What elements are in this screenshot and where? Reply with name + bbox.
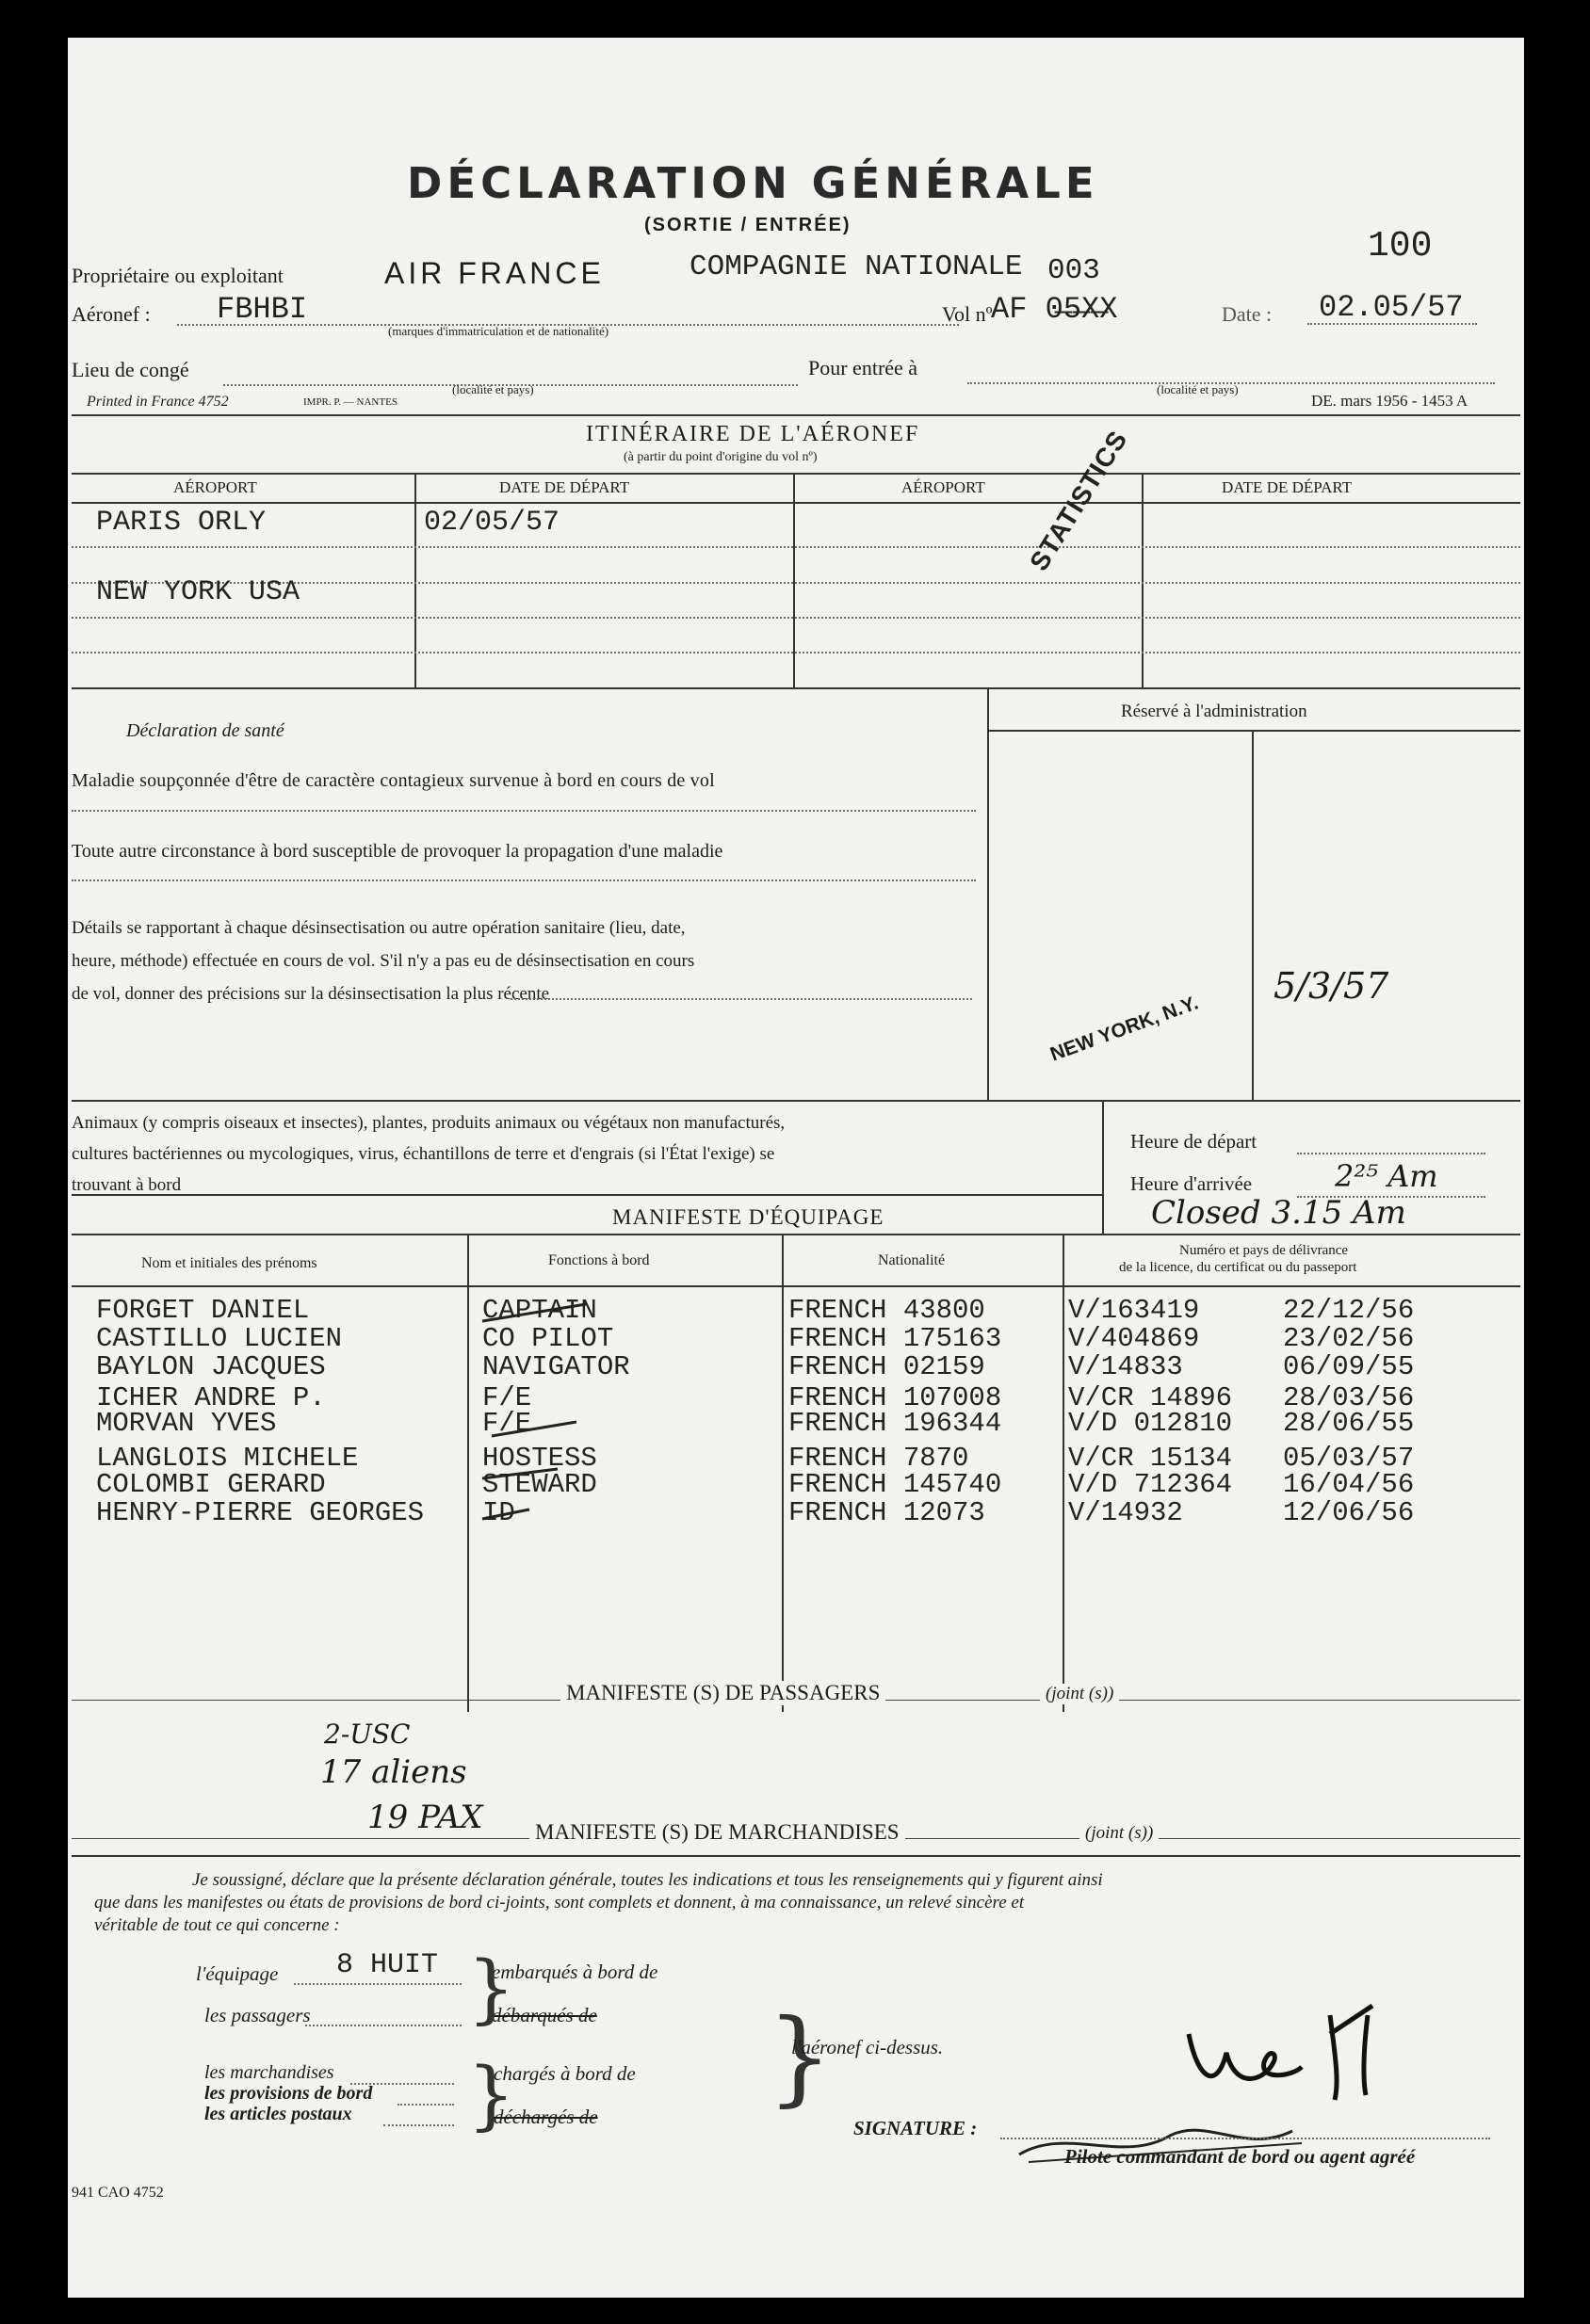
declaration-line-1: Je soussigné, déclare que la présente déclaration générale, toutes les indications et tous les renseignements qui y figurent ainsi <box>192 1870 1103 1890</box>
owner-value: AIR FRANCE <box>384 256 605 290</box>
itinerary-date-1: 02/05/57 <box>424 507 560 539</box>
crew-name: CASTILLO LUCIEN <box>96 1323 343 1354</box>
passengers-title: MANIFESTE (S) DE PASSAGERS <box>560 1681 885 1705</box>
crew-col-name: Nom et initiales des prénoms <box>141 1255 317 1271</box>
col-airport-1: AÉROPORT <box>173 478 257 496</box>
aircraft-registration: FBHBI <box>217 292 308 327</box>
crew-license-date: 22/12/56 <box>1283 1295 1415 1326</box>
brace-top: } <box>467 1945 515 2032</box>
health-line-2: Toute autre circonstance à bord susceptible de provoquer la propagation d'une maladie <box>72 841 723 862</box>
health-line-1: Maladie soupçonnée d'être de caractère contagieux survenue à bord en cours de vol <box>72 770 715 791</box>
crew-license-date: 28/06/55 <box>1283 1408 1415 1439</box>
crew-license: V/404869 <box>1068 1323 1200 1354</box>
goods-joint: (joint (s)) <box>1079 1823 1159 1844</box>
crew-col-license-2: de la licence, du certificat ou du passeport <box>1119 1260 1357 1275</box>
passengers-joint: (joint (s)) <box>1040 1684 1119 1704</box>
crew-function: CAPTAIN <box>482 1295 597 1326</box>
crew-function: ID <box>482 1497 515 1528</box>
crew-license-date: 06/09/55 <box>1283 1351 1415 1382</box>
date-value: 02.05/57 <box>1319 290 1464 325</box>
crew-license: V/D 712364 <box>1068 1469 1233 1500</box>
form-title: DÉCLARATION GÉNÉRALE <box>407 158 1099 208</box>
brace-mid: } <box>767 1996 833 2117</box>
signature-role: Pilote commandant de bord ou agent agréé <box>1064 2145 1416 2168</box>
crew-function: HOSTESS <box>482 1443 597 1474</box>
flight-top-number: 003 <box>1047 254 1100 287</box>
crew-license-date: 23/02/56 <box>1283 1323 1415 1354</box>
unloaded-label: déchargés de <box>494 2106 598 2128</box>
crew-name: FORGET DANIEL <box>96 1295 310 1326</box>
crew-license-date: 05/03/57 <box>1283 1443 1415 1474</box>
date-label: Date : <box>1222 302 1273 326</box>
crew-col-license-1: Numéro et pays de délivrance <box>1179 1243 1349 1258</box>
pour-note: (localité et pays) <box>1157 382 1239 396</box>
crew-nationality: FRENCH 12073 <box>788 1497 985 1528</box>
crew-function: STEWARD <box>482 1469 597 1500</box>
declaration-form <box>68 38 1524 2298</box>
disembarked-label: débarqués de <box>492 2004 597 2026</box>
closed-note: Closed 3.15 Am <box>1151 1194 1406 1232</box>
crew-count-value: 8 HUIT <box>336 1949 439 1981</box>
passengers-note-2: 17 aliens <box>320 1753 467 1791</box>
crew-license: V/CR 14896 <box>1068 1382 1233 1413</box>
admin-stamp-place: NEW YORK, N.Y. <box>1047 992 1202 1066</box>
statistics-stamp: STATISTICS <box>1024 425 1133 576</box>
crew-nationality: FRENCH 107008 <box>788 1382 1002 1413</box>
flight-label: Vol nº <box>942 302 993 326</box>
crew-license-date: 12/06/56 <box>1283 1497 1415 1528</box>
crew-function: NAVIGATOR <box>482 1351 630 1382</box>
crew-license-date: 28/03/56 <box>1283 1382 1415 1413</box>
animals-line-2: cultures bactériennes ou mycologiques, virus, échantillons de terre et d'engrais (si l'État l'exige) se <box>72 1144 775 1164</box>
crew-name: BAYLON JACQUES <box>96 1351 326 1382</box>
crew-license: V/D 012810 <box>1068 1408 1233 1439</box>
crew-name: MORVAN YVES <box>96 1408 277 1439</box>
crew-function: CO PILOT <box>482 1323 614 1354</box>
crew-license: V/14932 <box>1068 1497 1183 1528</box>
itinerary-airport-1: PARIS ORLY <box>96 507 267 539</box>
declaration-line-3: véritable de tout ce qui concerne : <box>94 1915 340 1935</box>
crew-name: LANGLOIS MICHELE <box>96 1443 359 1474</box>
footer-code: 941 CAO 4752 <box>72 2185 164 2201</box>
crew-function: F/E <box>482 1408 532 1439</box>
crew-license-date: 16/04/56 <box>1283 1469 1415 1500</box>
crew-name: COLOMBI GERARD <box>96 1469 326 1500</box>
company-name: COMPAGNIE NATIONALE <box>690 250 1023 283</box>
form-number: 100 <box>1368 226 1433 266</box>
form-reference: DE. mars 1956 - 1453 A <box>1311 392 1468 410</box>
itinerary-title: ITINÉRAIRE DE L'AÉRONEF <box>586 422 920 446</box>
crew-col-nationality: Nationalité <box>878 1252 946 1268</box>
crew-license: V/14833 <box>1068 1351 1183 1382</box>
function-strikes <box>473 1295 605 1577</box>
arrive-value: 2²⁵ Am <box>1335 1158 1438 1194</box>
flight-number: AF 0̶5̶X̶X <box>991 292 1118 327</box>
crew-function: F/E <box>482 1382 532 1413</box>
loaded-label: chargés à bord de <box>494 2062 636 2085</box>
health-line-3c: de vol, donner des précisions sur la désinsectisation la plus récente <box>72 984 550 1004</box>
printed-in: Printed in France 4752 <box>87 394 229 410</box>
health-line-3b: heure, méthode) effectuée en cours de vol. S'il n'y a pas eu de désinsectisation en cours <box>72 951 695 971</box>
health-line-3a: Détails se rapportant à chaque désinsectisation ou autre opération sanitaire (lieu, date, <box>72 918 686 938</box>
aircraft-note: (marques d'immatriculation et de nationalité) <box>388 324 609 338</box>
signature-label: SIGNATURE : <box>853 2117 978 2139</box>
signature-mark <box>1170 1977 1481 2119</box>
crew-nationality: FRENCH 7870 <box>788 1443 969 1474</box>
crew-col-function: Fonctions à bord <box>548 1252 650 1268</box>
mail-label: les articles postaux <box>204 2104 352 2124</box>
animals-line-3: trouvant à bord <box>72 1175 182 1195</box>
form-subtitle: (SORTIE / ENTRÉE) <box>644 215 852 235</box>
arrive-label: Heure d'arrivée <box>1130 1172 1253 1195</box>
crew-name: HENRY-PIERRE GEORGES <box>96 1497 425 1528</box>
crew-count-label: l'équipage <box>196 1962 279 1985</box>
crew-license: V/CR 15134 <box>1068 1443 1233 1474</box>
admin-stamp-date: 5/3/57 <box>1274 965 1389 1007</box>
crew-license: V/163419 <box>1068 1295 1200 1326</box>
lieu-note: (localité et pays) <box>452 382 534 396</box>
col-date-2: DATE DE DÉPART <box>1222 478 1353 496</box>
brace-bottom: } <box>467 2051 515 2138</box>
passengers-note-1: 2-USC <box>324 1719 411 1750</box>
depart-label: Heure de départ <box>1130 1130 1257 1153</box>
crew-name: ICHER ANDRE P. <box>96 1382 326 1413</box>
declaration-line-2: que dans les manifestes ou états de provisions de bord ci-joints, sont complets et donnent, à ma connaissance, un relevé sincère et <box>94 1893 1025 1912</box>
itinerary-subtitle: (à partir du point d'origine du vol nº) <box>624 450 818 464</box>
col-date-1: DATE DE DÉPART <box>499 478 630 496</box>
crew-nationality: FRENCH 43800 <box>788 1295 985 1326</box>
admin-title: Réservé à l'administration <box>1121 702 1307 721</box>
printer-note: IMPR. P. — NANTES <box>303 396 398 408</box>
col-airport-2: AÉROPORT <box>901 478 985 496</box>
provisions-label: les provisions de bord <box>204 2083 373 2104</box>
animals-line-1: Animaux (y compris oiseaux et insectes), plantes, produits animaux ou végétaux non manufacturés, <box>72 1113 786 1133</box>
owner-label: Propriétaire ou exploitant <box>72 264 284 287</box>
lieu-label: Lieu de congé <box>72 358 189 381</box>
itinerary-airport-2: NEW YORK USA <box>96 576 300 608</box>
crew-nationality: FRENCH 175163 <box>788 1323 1002 1354</box>
goods-title: MANIFESTE (S) DE MARCHANDISES <box>529 1820 905 1845</box>
aircraft-above-label: l'aéronef ci-dessus. <box>791 2036 944 2058</box>
health-title: Déclaration de santé <box>126 720 284 741</box>
embarked-label: embarqués à bord de <box>492 1961 658 1983</box>
crew-nationality: FRENCH 145740 <box>788 1469 1002 1500</box>
pour-label: Pour entrée à <box>808 356 918 379</box>
passengers-note-3: 19 PAX <box>367 1799 483 1836</box>
goods-count-label: les marchandises <box>204 2062 334 2083</box>
crew-nationality: FRENCH 02159 <box>788 1351 985 1382</box>
crew-title: MANIFESTE D'ÉQUIPAGE <box>612 1205 884 1229</box>
crew-nationality: FRENCH 196344 <box>788 1408 1002 1439</box>
passengers-count-label: les passagers <box>204 2004 311 2026</box>
aircraft-label: Aéronef : <box>72 302 151 326</box>
